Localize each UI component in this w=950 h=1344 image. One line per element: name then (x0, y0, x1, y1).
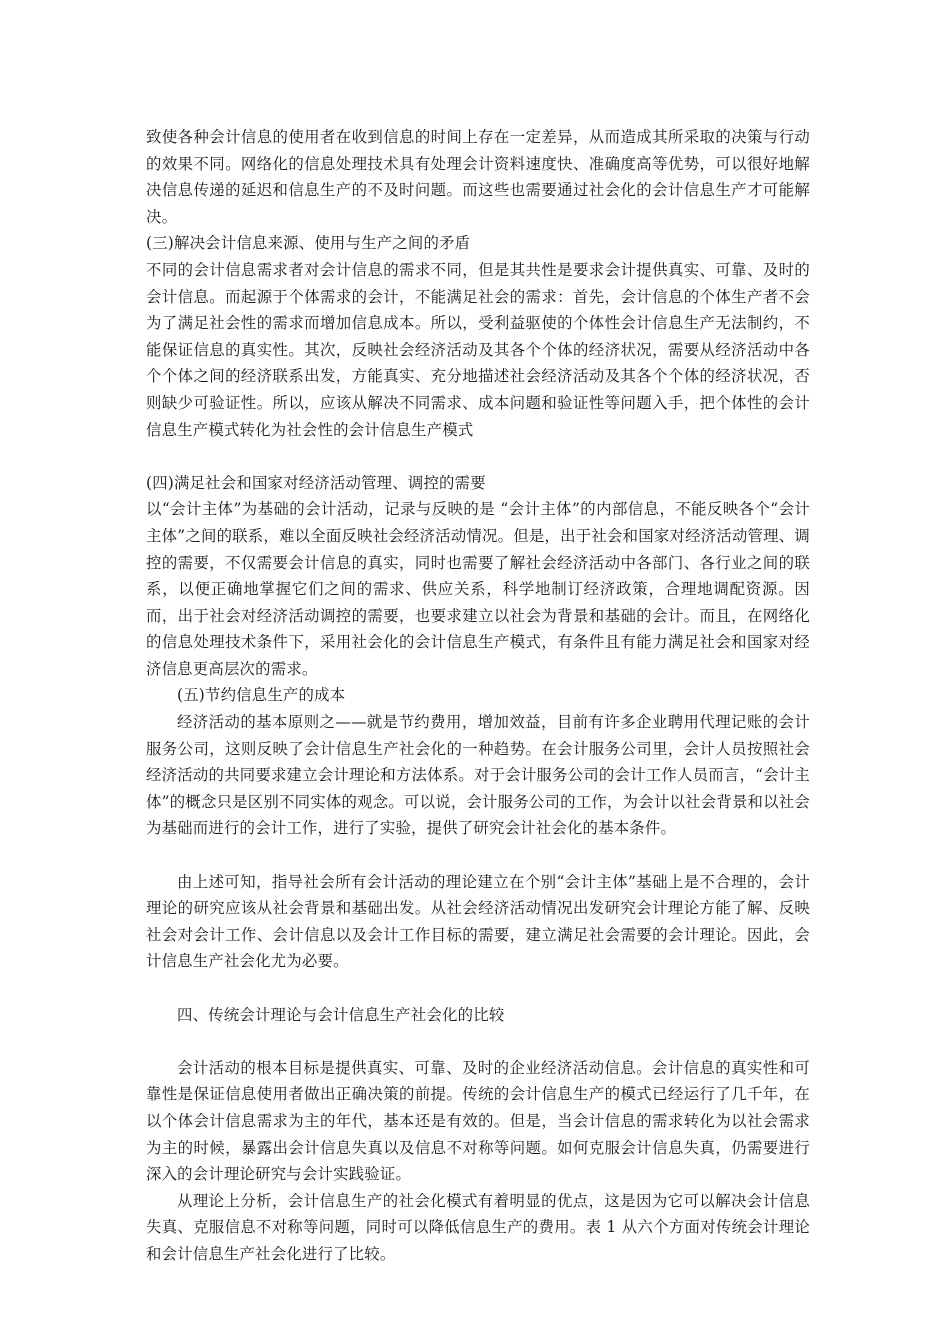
paragraph-theory-analysis: 从理论上分析，会计信息生产的社会化模式有着明显的优点，这是因为它可以解决会计信息失真、克服信息不对称等问题，同时可以降低信息生产的费用。表 1 从六个方面对传统会计理论和会计信息生产社会化进行了比较。 (146, 1191, 810, 1263)
paragraph-info-delay: 致使各种会计信息的使用者在收到信息的时间上存在一定差异，从而造成其所采取的决策与行动的效果不同。网络化的信息处理技术具有处理会计资料速度快、准确度高等优势，可以很好地解决信息传递的延迟和信息生产的不及时问题。而这些也需要通过社会化的会计信息生产才可能解决。 (146, 128, 810, 226)
paragraph-summary: 由上述可知，指导社会所有会计活动的理论建立在个别“会计主体”基础上是不合理的，会计理论的研究应该从社会背景和基础出发。从社会经济活动情况出发研究会计理论方能了解、反映社会对会计工作、会计信息以及会计工作目标的需要，建立满足社会需要的会计理论。因此，会计信息生产社会化尤为必要。 (146, 872, 810, 971)
document-page (146, 124, 810, 1268)
section-heading-4: (四)满足社会和国家对经济活动管理、调控的需要 (146, 473, 486, 492)
section-heading-5: (五)节约信息生产的成本 (177, 686, 346, 705)
paragraph-info-source: 不同的会计信息需求者对会计信息的需求不同，但是其共性是要求会计提供真实、可靠、及时的会计信息。而起源于个体需求的会计，不能满足社会的需求：首先，会计信息的个体生产者不会为了满足社会性的需求而增加信息成本。所以，受利益驱使的个体性会计信息生产无法制约，不能保证信息的真实性。其次，反映社会经济活动及其各个个体的经济状况，需要从经济活动中各个个体之间的经济联系出发，方能真实、充分地描述社会经济活动及其各个个体的经济状况，否则缺少可验证性。所以，应该从解决不同需求、成本问题和验证性等问题入手，把个体性的会计信息生产模式转化为社会性的会计信息生产模式 (146, 260, 810, 439)
blank-line (146, 842, 810, 869)
chapter-heading-4: 四、传统会计理论与会计信息生产社会化的比较 (177, 1005, 505, 1024)
blank-line (146, 443, 810, 470)
paragraph-macro-control: 以“会计主体”为基础的会计活动，记录与反映的是 “会计主体”的内部信息，不能反映各个“会计主体”之间的联系，难以全面反映社会经济活动情况。但是，出于社会和国家对经济活动管理、调控的需要，不仅需要会计信息的真实，同时也需要了解社会经济活动中各部门、各行业之间的联系，以便正确地掌握它们之间的需求、供应关系，科学地制订经济政策，合理地调配资源。因而，出于社会对经济活动调控的需要，也要求建立以社会为背景和基础的会计。而且，在网络化的信息处理技术条件下，采用社会化的会计信息生产模式，有条件且有能力满足社会和国家对经济信息更高层次的需求。 (146, 500, 810, 678)
blank-line (146, 1028, 810, 1055)
section-heading-3: (三)解决会计信息来源、使用与生产之间的矛盾 (146, 234, 471, 253)
paragraph-fundamental-goal: 会计活动的根本目标是提供真实、可靠、及时的企业经济活动信息。会计信息的真实性和可靠性是保证信息使用者做出正确决策的前提。传统的会计信息生产的模式已经运行了几千年，在以个体会计信息需求为主的年代，基本还是有效的。但是，当会计信息的需求转化为以社会需求为主的时候，暴露出会计信息失真以及信息不对称等问题。如何克服会计信息失真，仍需要进行深入的会计理论研究与会计实践验证。 (146, 1058, 810, 1184)
paragraph-cost-saving: 经济活动的基本原则之——就是节约费用，增加效益，目前有许多企业聘用代理记账的会计服务公司，这则反映了会计信息生产社会化的一种趋势。在会计服务公司里，会计人员按照社会经济活动的共同要求建立会计理论和方法体系。对于会计服务公司的会计工作人员而言，“会计主体”的概念只是区别不同实体的观念。可以说，会计服务公司的工作，为会计以社会背景和以社会为基础而进行的会计工作，进行了实验，提供了研究会计社会化的基本条件。 (146, 713, 810, 838)
blank-line (146, 975, 810, 1002)
